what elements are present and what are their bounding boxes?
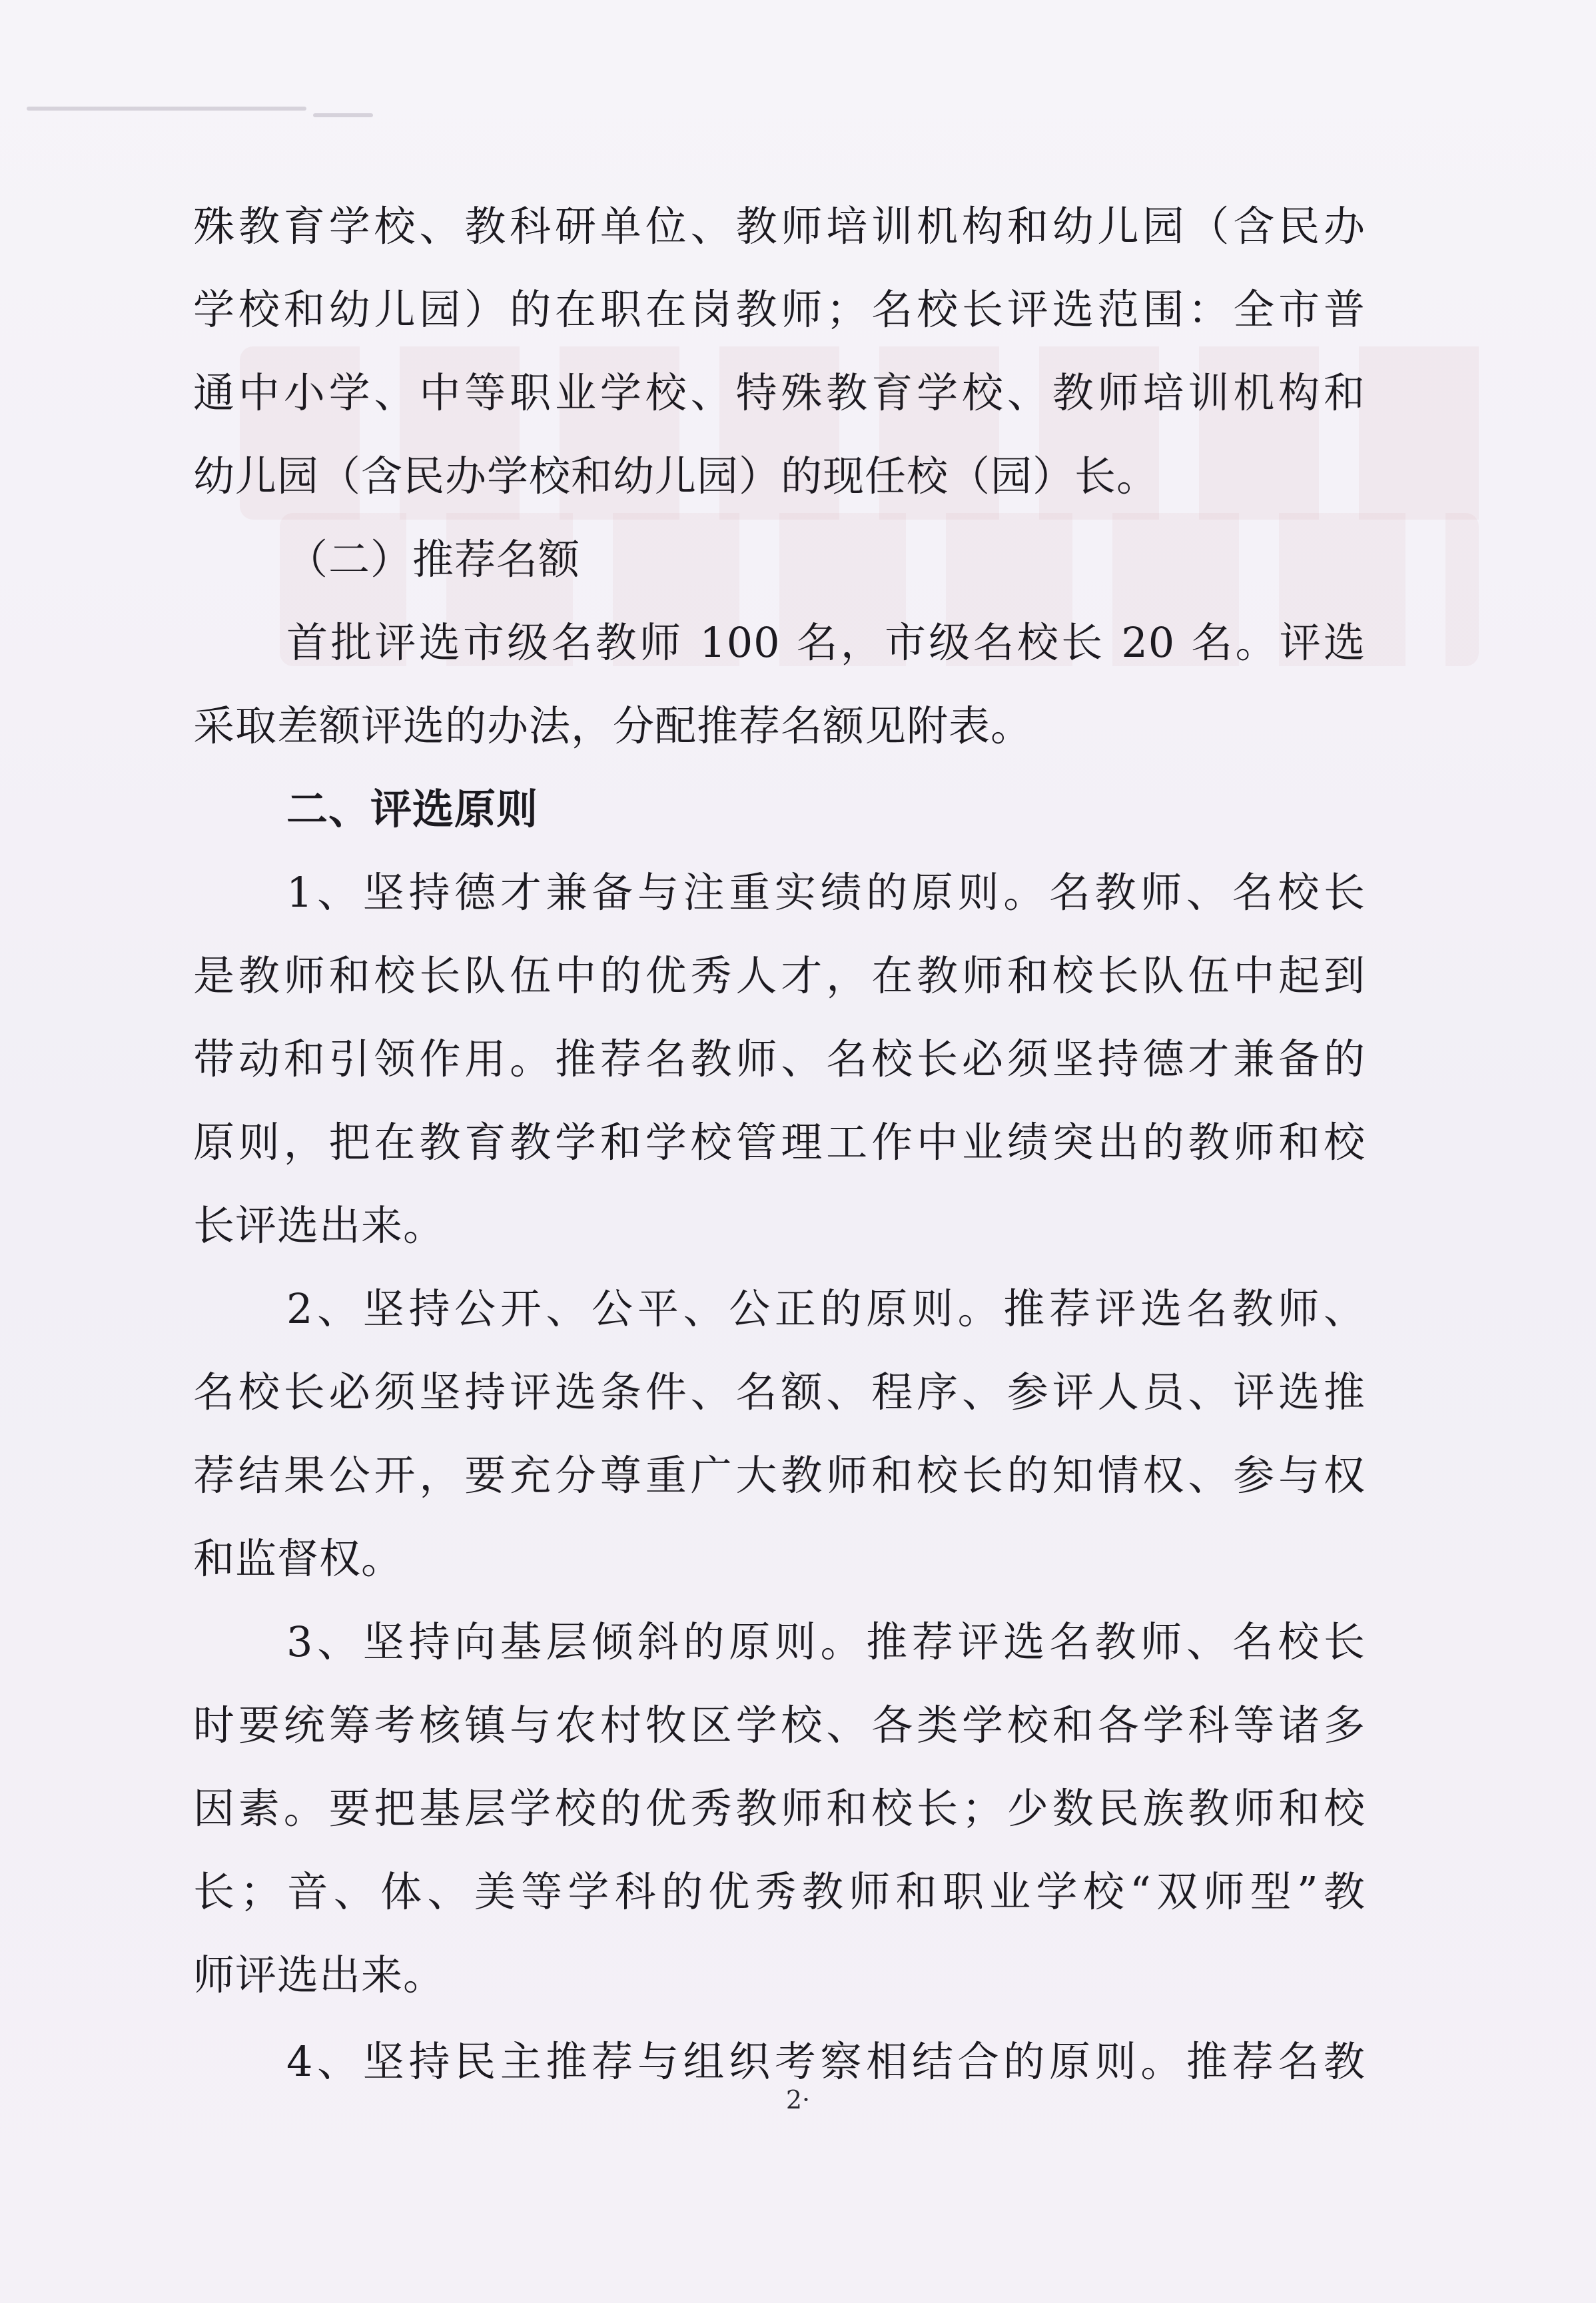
page-number: 2· — [785, 2085, 811, 2114]
text-line: 采取差额评选的办法，分配推荐名额见附表。 — [193, 701, 1033, 750]
text-line: 4、坚持民主推荐与组织考察相结合的原则。推荐名教 — [286, 2037, 1366, 2086]
section-heading: 二、评选原则 — [286, 785, 539, 833]
text-line: 3、坚持向基层倾斜的原则。推荐评选名教师、名校长 — [286, 1617, 1366, 1666]
text-line: 1、坚持德才兼备与注重实绩的原则。名教师、名校长 — [286, 868, 1366, 917]
scan-mark — [27, 107, 306, 111]
text-line: 和监督权。 — [193, 1534, 404, 1583]
text-line: 长；音、体、美等学科的优秀教师和职业学校“双师型”教 — [193, 1867, 1366, 1916]
text-line: 2、坚持公开、公平、公正的原则。推荐评选名教师、 — [286, 1284, 1366, 1333]
text-line: 带动和引领作用。推荐名教师、名校长必须坚持德才兼备的 — [193, 1035, 1366, 1083]
text-line: 因素。要把基层学校的优秀教师和校长；少数民族教师和校 — [193, 1784, 1366, 1833]
text-line: 通中小学、中等职业学校、特殊教育学校、教师培训机构和 — [193, 368, 1366, 417]
text-line: 名校长必须坚持评选条件、名额、程序、参评人员、评选推 — [193, 1368, 1366, 1416]
text-line: 长评选出来。 — [193, 1201, 446, 1250]
text-line: 学校和幼儿园）的在职在岗教师；名校长评选范围：全市普 — [193, 285, 1366, 334]
section-subheading: （二）推荐名额 — [286, 535, 581, 584]
text-line: 殊教育学校、教科研单位、教师培训机构和幼儿园（含民办 — [193, 202, 1366, 250]
text-line: 时要统筹考核镇与农村牧区学校、各类学校和各学科等诸多 — [193, 1701, 1366, 1749]
text-line: 是教师和校长队伍中的优秀人才，在教师和校长队伍中起到 — [193, 951, 1366, 1000]
text-line: 幼儿园（含民办学校和幼儿园）的现任校（园）长。 — [193, 452, 1159, 500]
text-line: 原则，把在教育教学和学校管理工作中业绩突出的教师和校 — [193, 1118, 1366, 1166]
scan-mark — [313, 113, 373, 117]
text-line: 荐结果公开，要充分尊重广大教师和校长的知情权、参与权 — [193, 1451, 1366, 1500]
text-line: 首批评选市级名教师 100 名，市级名校长 20 名。评选 — [286, 618, 1366, 667]
text-line: 师评选出来。 — [193, 1951, 446, 1999]
